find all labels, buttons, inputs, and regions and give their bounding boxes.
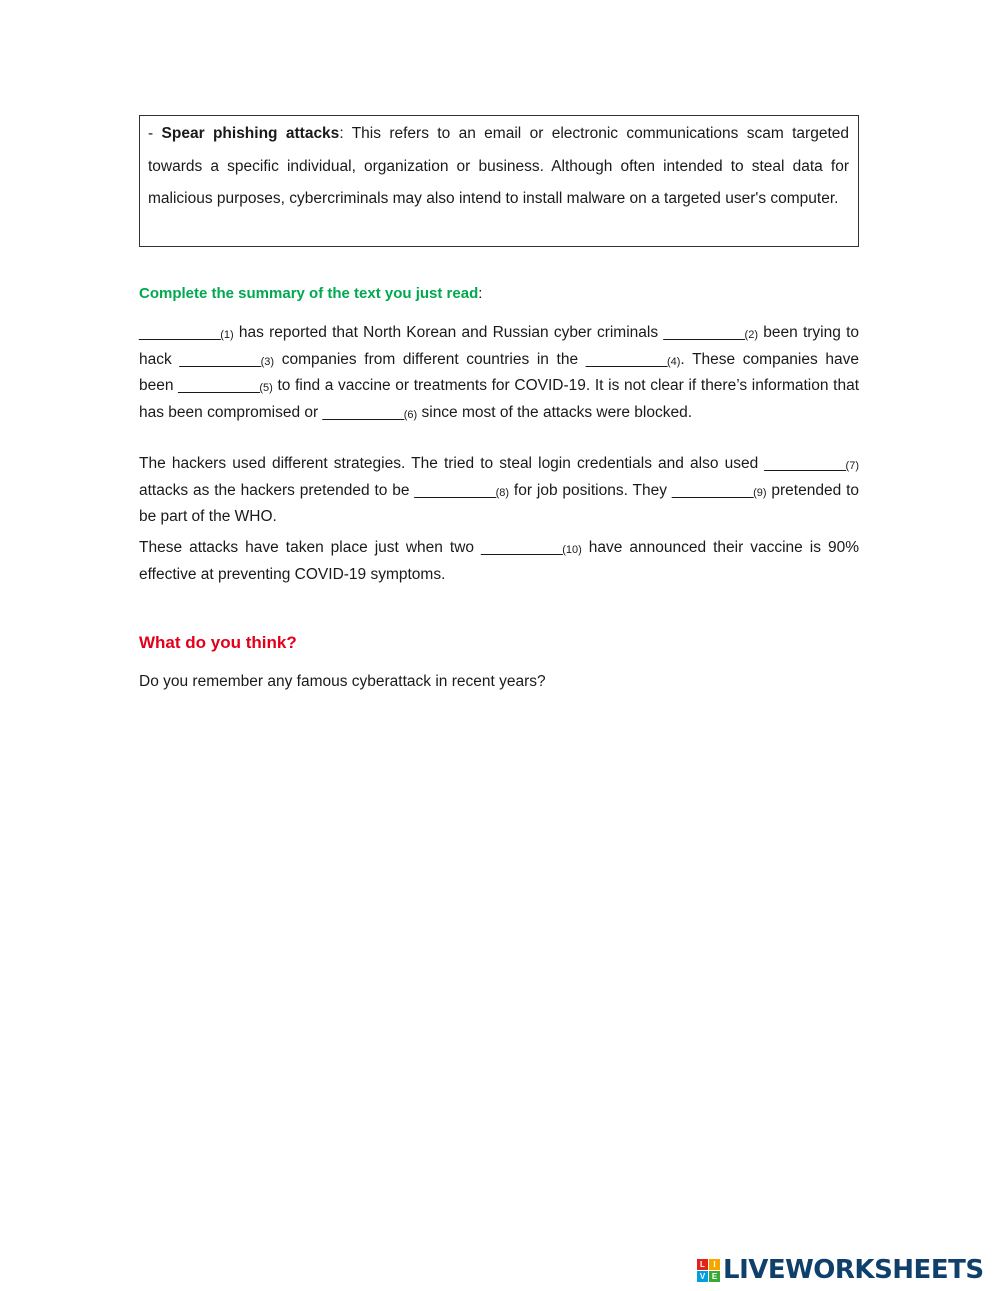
logo-tile-l: L — [697, 1259, 708, 1270]
definition-term: Spear phishing attacks — [161, 125, 340, 142]
summary-heading-colon: : — [478, 285, 483, 302]
logo-tile-i: I — [709, 1259, 720, 1270]
summary-paragraph-1 — [139, 321, 859, 427]
summary-text: has reported that North Korean and Russian cyber criminals — [233, 324, 664, 341]
blank-number-1: (1) — [220, 329, 234, 341]
summary-text: been trying to hack — [139, 324, 859, 368]
blank-5[interactable]: __________ — [178, 377, 260, 394]
blank-8[interactable]: __________ — [414, 481, 496, 499]
summary-text: for job positions. They — [509, 481, 672, 499]
blank-4[interactable]: __________ — [585, 350, 667, 368]
summary-text: . These companies have been — [139, 350, 859, 394]
summary-text: The hackers used different strategies. The tried to steal login credentials and also used — [139, 455, 765, 472]
discussion-question: Do you remember any famous cyberattack in recent years? — [139, 673, 546, 690]
liveworksheets-logo — [697, 1256, 984, 1284]
blank-number-9: (9) — [753, 486, 767, 499]
blank-number-10: (10) — [562, 544, 582, 556]
summary-paragraph-3 — [139, 536, 859, 586]
definition-box — [139, 115, 859, 247]
summary-text: pretended to be part of the WHO. — [139, 481, 859, 525]
blank-number-6: (6) — [403, 408, 418, 421]
definition-text: : This refers to an email or electronic communications scam targeted towards a specific individual, organization or business. Although often intended to steal data for malicious purposes, cybercriminals may also intend to install malware on a targeted user's computer. — [148, 125, 849, 207]
summary-text: attacks as the hackers pretended to be — [139, 481, 415, 499]
liveworksheets-logo-icon — [697, 1259, 720, 1282]
liveworksheets-wordmark: LIVEWORKSHEETS — [723, 1255, 984, 1285]
summary-text: have announced their vaccine is 90% effective at preventing COVID-19 symptoms. — [139, 539, 860, 583]
logo-tile-e: E — [709, 1271, 720, 1282]
summary-text: since most of the attacks were blocked. — [417, 403, 693, 421]
blank-number-5: (5) — [259, 382, 273, 394]
summary-text: These attacks have taken place just when two — [139, 539, 482, 556]
blank-7[interactable]: __________ — [764, 455, 846, 472]
summary-heading — [139, 285, 482, 302]
summary-paragraph-2 — [139, 452, 859, 529]
blank-number-4: (4) — [666, 355, 681, 368]
blank-9[interactable]: __________ — [671, 481, 754, 499]
logo-tile-v: V — [697, 1271, 708, 1282]
blank-1[interactable]: __________ — [139, 324, 221, 341]
blank-number-3: (3) — [260, 355, 275, 368]
summary-text: companies from different countries in the — [274, 350, 586, 368]
blank-number-7: (7) — [845, 460, 859, 472]
blank-number-8: (8) — [495, 486, 510, 499]
blank-10[interactable]: __________ — [481, 539, 563, 556]
blank-3[interactable]: __________ — [179, 350, 261, 368]
summary-text: to find a vaccine or treatments for COVID-19. It is not clear if there’s information that has been compromised or — [139, 377, 859, 421]
definition-dash: - — [148, 125, 162, 142]
blank-2[interactable]: __________ — [663, 324, 745, 341]
blank-number-2: (2) — [744, 329, 758, 341]
summary-heading-text: Complete the summary of the text you just read — [139, 285, 479, 302]
blank-6[interactable]: __________ — [322, 403, 404, 421]
think-heading: What do you think? — [139, 633, 297, 652]
